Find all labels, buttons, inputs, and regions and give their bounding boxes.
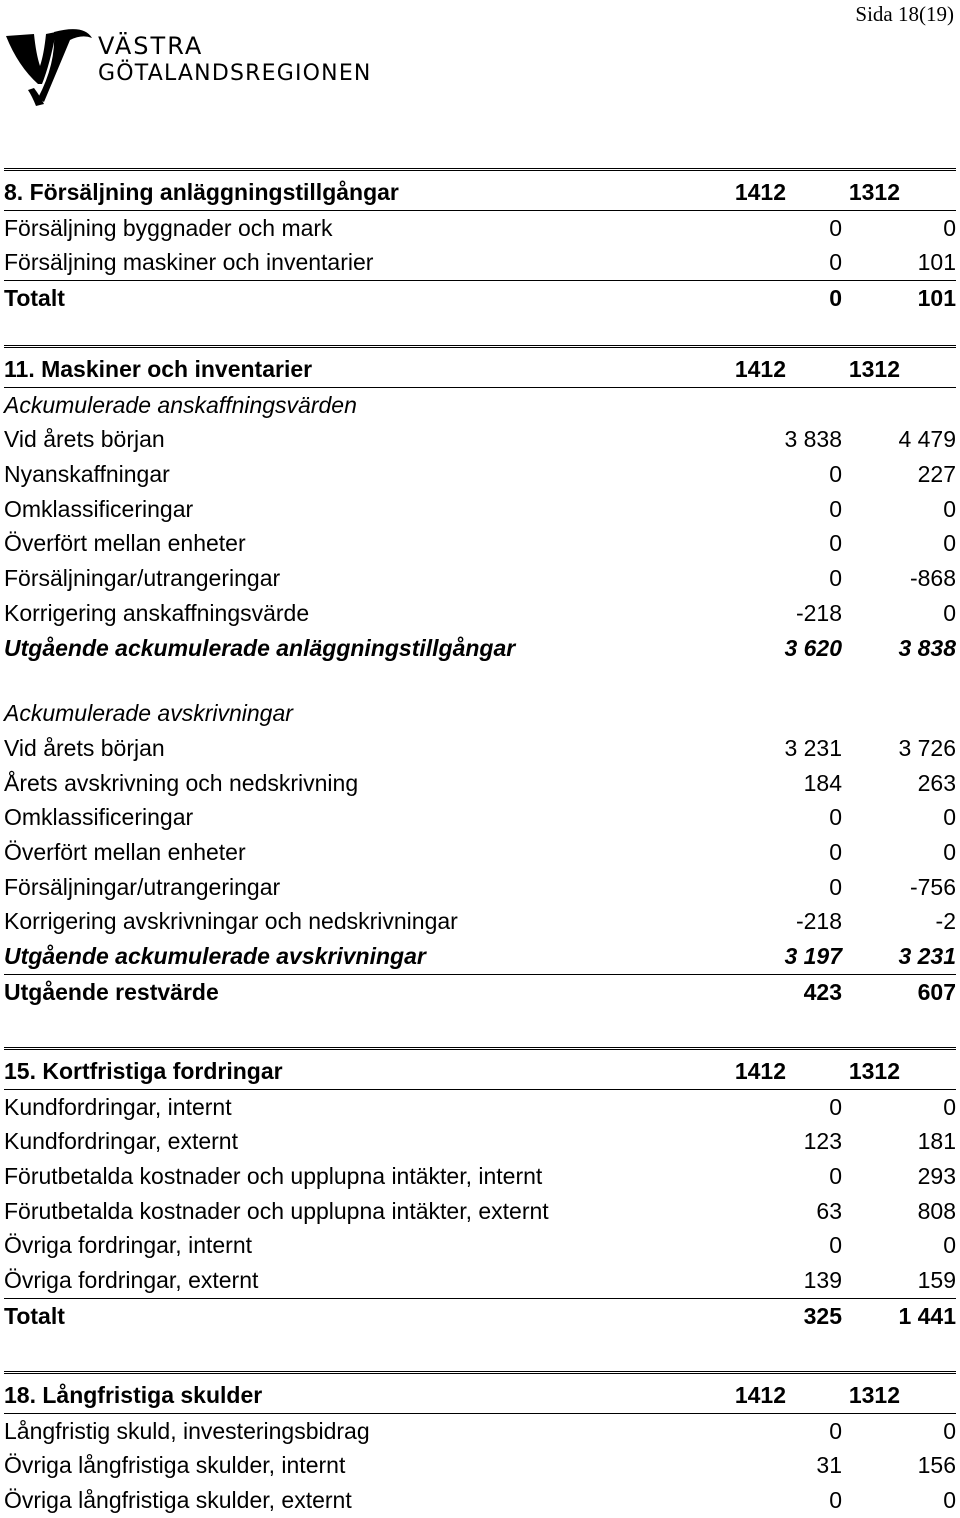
row-value-1312: 0 [943,1417,956,1444]
column-header-1312: 1312 [848,179,900,205]
section-divider [4,345,956,352]
row-value-1312: 0 [943,495,956,522]
section-divider [4,1371,956,1378]
row-value-1412: 0 [829,1487,842,1514]
row-value-1412: 3 838 [784,426,842,453]
table-row [4,835,956,870]
table-row [4,766,956,801]
row-label: Nyanskaffningar [4,461,170,488]
table-row [4,870,956,905]
row-value-1412: 0 [829,1163,842,1190]
table-row [4,1228,956,1263]
row-value-1412: 0 [829,530,842,557]
subtotal-value-1312: 3 231 [898,943,956,969]
column-header-1412: 1412 [734,179,786,205]
note-18-section [4,1371,956,1518]
row-value-1312: 4 479 [898,426,956,453]
vgr-logo [4,24,384,108]
total-row [4,280,956,316]
total-row [4,974,956,1010]
row-value-1412: 0 [829,838,842,865]
row-value-1312: 0 [943,599,956,626]
table-row [4,1124,956,1159]
row-value-1412: 123 [803,1128,842,1155]
spacer [4,665,956,696]
row-value-1412: 63 [816,1197,842,1224]
row-value-1312: 3 726 [898,734,956,761]
row-value-1412: 0 [829,873,842,900]
row-label: Övriga långfristiga skulder, externt [4,1487,352,1514]
column-header-1312: 1312 [848,1058,900,1084]
group-heading-label: Ackumulerade anskaffningsvärden [4,391,357,418]
total-value-1412: 325 [803,1302,842,1329]
note-15-section [4,1047,956,1334]
logo-text-line1: VÄSTRA [98,32,204,60]
row-label: Långfristig skuld, investeringsbidrag [4,1417,370,1444]
table-row [4,211,956,246]
row-value-1312: 0 [943,1487,956,1514]
row-label: Korrigering anskaffningsvärde [4,599,310,626]
row-value-1412: 139 [803,1267,842,1294]
subtotal-label: Utgående ackumulerade avskrivningar [4,943,426,969]
row-label: Vid årets början [4,734,165,761]
row-value-1312: 0 [943,1093,956,1120]
column-header-1312: 1312 [848,356,900,382]
row-value-1312: -756 [909,873,956,900]
section-divider [4,168,956,175]
column-header-1412: 1412 [734,356,786,382]
total-value-1312: 607 [917,978,956,1005]
row-label: Kundfordringar, externt [4,1128,238,1155]
row-value-1412: 0 [829,1093,842,1120]
row-value-1412: 0 [829,214,842,241]
section-title: 18. Långfristiga skulder [4,1382,263,1408]
vgr-emblem-icon [4,24,96,108]
row-value-1312: 159 [917,1267,956,1294]
row-label: Övriga fordringar, externt [4,1267,259,1294]
row-label: Överfört mellan enheter [4,530,246,557]
section-divider [4,1047,956,1054]
table-row [4,561,956,596]
row-value-1412: 31 [816,1452,842,1479]
total-value-1412: 0 [829,285,842,312]
row-value-1412: 0 [829,461,842,488]
table-row [4,1448,956,1483]
row-label: Försäljning maskiner och inventarier [4,249,374,276]
row-label: Omklassificeringar [4,804,194,831]
subtotal-value-1412: 3 197 [784,943,842,969]
total-value-1312: 101 [917,285,956,312]
row-label: Försäljningar/utrangeringar [4,565,281,592]
row-label: Försäljning byggnader och mark [4,214,333,241]
total-label: Totalt [4,1302,65,1329]
section-header [4,1378,956,1414]
total-label: Utgående restvärde [4,978,219,1005]
table-row [4,526,956,561]
row-label: Förutbetalda kostnader och upplupna intäkter, externt [4,1197,549,1224]
subtotal-value-1312: 3 838 [898,634,956,661]
row-label: Överfört mellan enheter [4,838,246,865]
row-value-1312: 0 [943,1232,956,1259]
section-header [4,352,956,388]
row-label: Vid årets början [4,426,165,453]
column-header-1412: 1412 [734,1058,786,1084]
table-row [4,1414,956,1449]
row-label: Årets avskrivning och nedskrivning [4,769,359,796]
note-8-section [4,168,956,316]
note-11-section [4,345,956,1009]
row-label: Övriga långfristiga skulder, internt [4,1452,346,1479]
section-title: 11. Maskiner och inventarier [4,356,313,382]
page-number: Sida 18(19) [855,2,954,26]
row-value-1312: 263 [917,769,956,796]
group-heading [4,696,956,731]
table-row [4,1483,956,1518]
row-value-1312: 0 [943,530,956,557]
row-label: Förutbetalda kostnader och upplupna intäkter, internt [4,1163,543,1190]
table-row [4,1090,956,1125]
section-title: 15. Kortfristiga fordringar [4,1058,283,1084]
row-value-1312: 227 [917,461,956,488]
row-value-1412: -218 [795,908,842,935]
row-value-1412: 0 [829,565,842,592]
column-header-1312: 1312 [848,1382,900,1408]
group-heading [4,388,956,423]
row-label: Försäljningar/utrangeringar [4,873,281,900]
table-row [4,1159,956,1194]
subtotal-row [4,939,956,974]
row-value-1312: 293 [917,1163,956,1190]
table-row [4,245,956,280]
row-value-1412: 3 231 [784,734,842,761]
row-label: Korrigering avskrivningar och nedskrivningar [4,908,458,935]
total-value-1412: 423 [803,978,842,1005]
total-row [4,1298,956,1334]
group-heading-label: Ackumulerade avskrivningar [4,700,293,727]
total-value-1312: 1 441 [898,1302,956,1329]
table-row [4,800,956,835]
table-row [4,492,956,527]
section-title: 8. Försäljning anläggningstillgångar [4,179,399,205]
row-value-1412: 0 [829,804,842,831]
row-value-1312: 0 [943,804,956,831]
table-row [4,731,956,766]
row-value-1312: 0 [943,214,956,241]
table-row [4,457,956,492]
row-value-1312: 101 [917,249,956,276]
subtotal-value-1412: 3 620 [784,634,842,661]
column-header-1412: 1412 [734,1382,786,1408]
row-value-1312: 808 [917,1197,956,1224]
row-value-1312: 0 [943,838,956,865]
row-value-1412: 0 [829,1232,842,1259]
table-row [4,904,956,939]
row-label: Kundfordringar, internt [4,1093,232,1120]
section-header [4,175,956,211]
row-value-1312: 156 [917,1452,956,1479]
table-row [4,596,956,631]
table-row [4,422,956,457]
row-value-1312: -868 [909,565,956,592]
subtotal-row [4,631,956,666]
row-value-1412: 0 [829,495,842,522]
row-value-1412: -218 [795,599,842,626]
total-label: Totalt [4,285,65,312]
row-value-1312: -2 [935,908,956,935]
row-value-1312: 181 [917,1128,956,1155]
table-row [4,1263,956,1298]
row-value-1412: 0 [829,249,842,276]
row-value-1412: 0 [829,1417,842,1444]
row-value-1412: 184 [803,769,842,796]
table-row [4,1194,956,1229]
logo-text-line2: GÖTALANDSREGIONEN [98,61,372,86]
section-header [4,1054,956,1090]
subtotal-label: Utgående ackumulerade anläggningstillgångar [4,634,516,661]
row-label: Omklassificeringar [4,495,194,522]
row-label: Övriga fordringar, internt [4,1232,253,1259]
